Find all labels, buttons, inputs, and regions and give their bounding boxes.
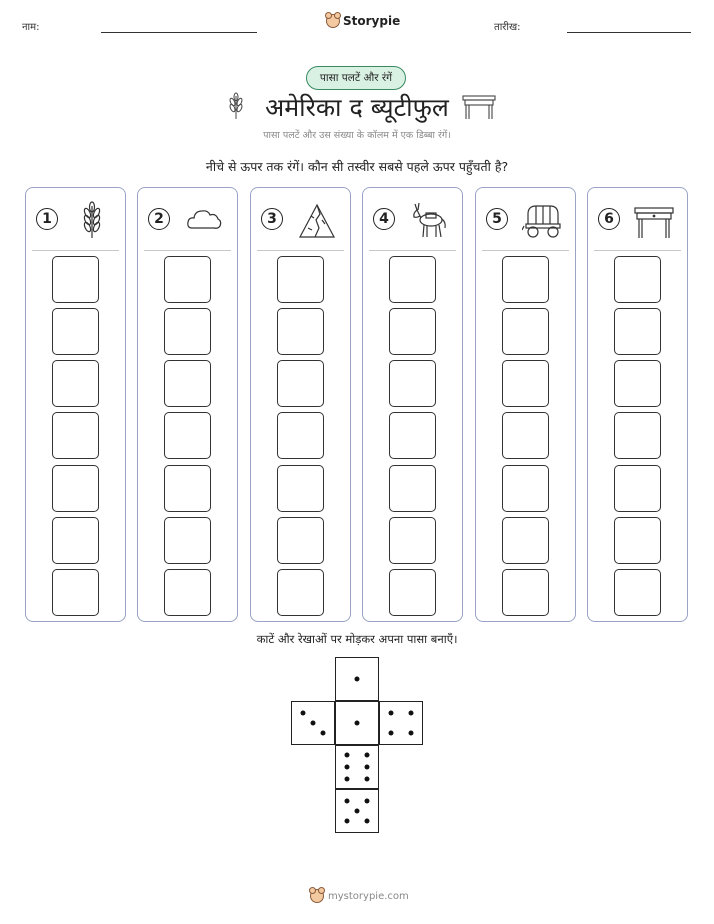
date-line: [567, 32, 691, 33]
die-face-6: [335, 745, 379, 789]
color-box[interactable]: [52, 360, 99, 407]
color-box[interactable]: [389, 412, 436, 459]
column-6: [587, 187, 688, 622]
color-box[interactable]: [389, 569, 436, 616]
color-box[interactable]: [502, 256, 549, 303]
color-box[interactable]: [614, 360, 661, 407]
color-box[interactable]: [614, 412, 661, 459]
color-box[interactable]: [164, 308, 211, 355]
column-header: [363, 188, 462, 250]
column-divider: [594, 250, 681, 251]
color-box[interactable]: [52, 412, 99, 459]
column-5: [475, 187, 576, 622]
die-pip: [345, 753, 350, 758]
color-box[interactable]: [389, 256, 436, 303]
die-pip: [389, 711, 394, 716]
color-box[interactable]: [614, 308, 661, 355]
cut-instruction: काटें और रेखाओं पर मोड़कर अपना पासा बनाएँ।: [256, 632, 458, 646]
die-pip: [355, 809, 360, 814]
color-box[interactable]: [614, 517, 661, 564]
color-box[interactable]: [52, 308, 99, 355]
color-box[interactable]: [164, 517, 211, 564]
cloud-icon: [184, 200, 224, 240]
color-box[interactable]: [277, 360, 324, 407]
color-box[interactable]: [164, 256, 211, 303]
die-pip: [355, 677, 360, 682]
color-box[interactable]: [52, 256, 99, 303]
die-pip: [345, 765, 350, 770]
wheat-icon: [72, 200, 112, 240]
column-divider: [369, 250, 456, 251]
column-3: [250, 187, 351, 622]
table-icon: [634, 200, 674, 240]
die-pip: [345, 776, 350, 781]
die-pip: [320, 730, 325, 735]
die-pip: [345, 799, 350, 804]
color-box[interactable]: [389, 308, 436, 355]
column-header: [26, 188, 125, 250]
die-face-5: [335, 789, 379, 833]
footer: [310, 889, 409, 903]
column-number: 2: [148, 208, 170, 230]
die-face-4: [379, 701, 423, 745]
die-pip: [389, 730, 394, 735]
column-divider: [32, 250, 119, 251]
column-header: [588, 188, 687, 250]
die-pip: [364, 765, 369, 770]
column-header: [138, 188, 237, 250]
color-box[interactable]: [164, 360, 211, 407]
die-pip: [364, 818, 369, 823]
die-pip: [408, 730, 413, 735]
name-line: [101, 32, 257, 33]
bear-logo-icon: [310, 889, 324, 903]
footer-url[interactable]: mystorypie.com: [328, 890, 409, 902]
page-title: अमेरिका द ब्यूटीफुल: [265, 93, 449, 122]
color-box[interactable]: [52, 465, 99, 512]
die-face-1: [335, 701, 379, 745]
covered-wagon-icon: [522, 200, 562, 240]
mountain-icon: [297, 200, 337, 240]
name-label: नाम:: [22, 22, 40, 33]
color-box[interactable]: [389, 465, 436, 512]
color-box[interactable]: [277, 569, 324, 616]
column-number: 3: [261, 208, 283, 230]
die-pip: [364, 753, 369, 758]
donkey-icon: [409, 200, 449, 240]
brand-name: Storypie: [343, 14, 401, 28]
instruction-question: नीचे से ऊपर तक रंगें। कौन सी तस्वीर सबसे पहले ऊपर पहुँचती है?: [205, 159, 509, 174]
color-box[interactable]: [389, 517, 436, 564]
die-pip: [408, 711, 413, 716]
activity-badge: पासा पलटें और रंगें: [306, 66, 406, 90]
color-box[interactable]: [614, 569, 661, 616]
die-pip: [345, 818, 350, 823]
die-face-3: [291, 701, 335, 745]
column-2: [137, 187, 238, 622]
color-box[interactable]: [277, 308, 324, 355]
column-divider: [257, 250, 344, 251]
color-box[interactable]: [502, 465, 549, 512]
color-box[interactable]: [164, 569, 211, 616]
column-header: [476, 188, 575, 250]
color-box[interactable]: [277, 517, 324, 564]
color-box[interactable]: [502, 308, 549, 355]
die-pip: [364, 776, 369, 781]
column-1: [25, 187, 126, 622]
bear-logo-icon: [326, 14, 340, 28]
die-face-1: [335, 657, 379, 701]
color-box[interactable]: [614, 465, 661, 512]
column-header: [251, 188, 350, 250]
page-subtitle: पासा पलटें और उस संख्या के कॉलम में एक डिब्बा रंगें।: [263, 130, 451, 141]
brand-logo: [326, 14, 400, 28]
column-divider: [144, 250, 231, 251]
color-box[interactable]: [277, 412, 324, 459]
die-pip: [364, 799, 369, 804]
color-box[interactable]: [502, 360, 549, 407]
color-box[interactable]: [502, 569, 549, 616]
color-box[interactable]: [614, 256, 661, 303]
column-4: [362, 187, 463, 622]
column-divider: [482, 250, 569, 251]
color-box[interactable]: [164, 465, 211, 512]
die-pip: [301, 711, 306, 716]
column-number: 5: [486, 208, 508, 230]
date-label: तारीख:: [494, 22, 521, 33]
color-box[interactable]: [502, 517, 549, 564]
column-number: 6: [598, 208, 620, 230]
color-box[interactable]: [164, 412, 211, 459]
die-pip: [355, 721, 360, 726]
color-box[interactable]: [502, 412, 549, 459]
color-box[interactable]: [277, 256, 324, 303]
column-number: 4: [373, 208, 395, 230]
color-box[interactable]: [277, 465, 324, 512]
color-box[interactable]: [52, 517, 99, 564]
color-box[interactable]: [52, 569, 99, 616]
die-pip: [311, 721, 316, 726]
color-box[interactable]: [389, 360, 436, 407]
table-icon: [462, 94, 496, 120]
column-number: 1: [36, 208, 58, 230]
